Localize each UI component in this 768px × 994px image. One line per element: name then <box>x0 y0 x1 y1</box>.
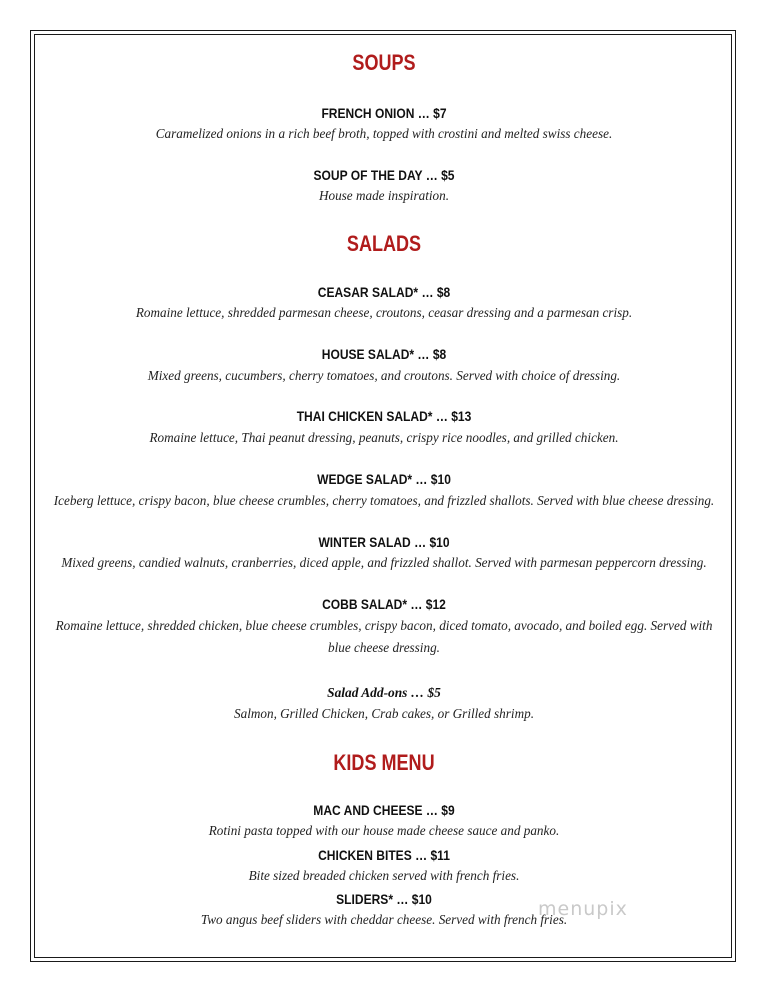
menu-item-name: WINTER SALAD … $10 <box>318 534 450 550</box>
menu-item-name: MAC AND CHEESE … $9 <box>313 802 455 818</box>
menu-item-description: House made inspiration. <box>318 188 450 203</box>
menu-item-name: CEASAR SALAD* … $8 <box>317 284 451 300</box>
section-title-soups: SOUPS <box>352 50 416 75</box>
menu-item-name: CHICKEN BITES … $11 <box>318 847 450 863</box>
menu-item-description: Romaine lettuce, shredded chicken, blue cheese crumbles, crispy bacon, diced tomato, avocado, and boiled egg. Served with <box>55 618 713 633</box>
section-title-kids-menu: KIDS MENU <box>333 750 435 775</box>
menu-item-description: Rotini pasta topped with our house made cheese sauce and panko. <box>208 823 560 838</box>
menu-item-description: Mixed greens, candied walnuts, cranberries, diced apple, and frizzled shallot. Served with parmesan peppercorn dressing. <box>61 555 707 570</box>
menu-item-description: Romaine lettuce, Thai peanut dressing, peanuts, crispy rice noodles, and grilled chicken. <box>149 430 619 445</box>
menu-item-description: Caramelized onions in a rich beef broth, topped with crostini and melted swiss cheese. <box>155 126 613 141</box>
menu-item-description: blue cheese dressing. <box>328 640 440 655</box>
menu-item-description: Iceberg lettuce, crispy bacon, blue cheese crumbles, cherry tomatoes, and frizzled shallots. Served with blue cheese dressing. <box>53 493 715 508</box>
menu-item-description: Romaine lettuce, shredded parmesan cheese, croutons, ceasar dressing and a parmesan crisp. <box>135 305 633 320</box>
menu-item-name: THAI CHICKEN SALAD* … $13 <box>296 408 472 424</box>
menu-item-name: COBB SALAD* … $12 <box>322 596 446 612</box>
salad-addons-description: Salmon, Grilled Chicken, Crab cakes, or Grilled shrimp. <box>234 706 534 721</box>
salad-addons-label: Salad Add-ons … $5 <box>327 685 441 700</box>
menu-item-name: SOUP OF THE DAY … $5 <box>313 167 455 183</box>
menu-item-name: HOUSE SALAD* … $8 <box>321 346 447 362</box>
menu-item-name: WEDGE SALAD* … $10 <box>317 471 451 487</box>
menu-item-name: FRENCH ONION … $7 <box>321 105 447 121</box>
menu-item-description: Bite sized breaded chicken served with french fries. <box>248 868 520 883</box>
menu-item-name: SLIDERS* … $10 <box>336 891 432 907</box>
watermark: menupix <box>538 898 628 920</box>
menu-item-description: Two angus beef sliders with cheddar cheese. Served with french fries. <box>200 912 568 927</box>
section-title-salads: SALADS <box>346 231 422 256</box>
menu-item-description: Mixed greens, cucumbers, cherry tomatoes, and croutons. Served with choice of dressing. <box>147 368 621 383</box>
